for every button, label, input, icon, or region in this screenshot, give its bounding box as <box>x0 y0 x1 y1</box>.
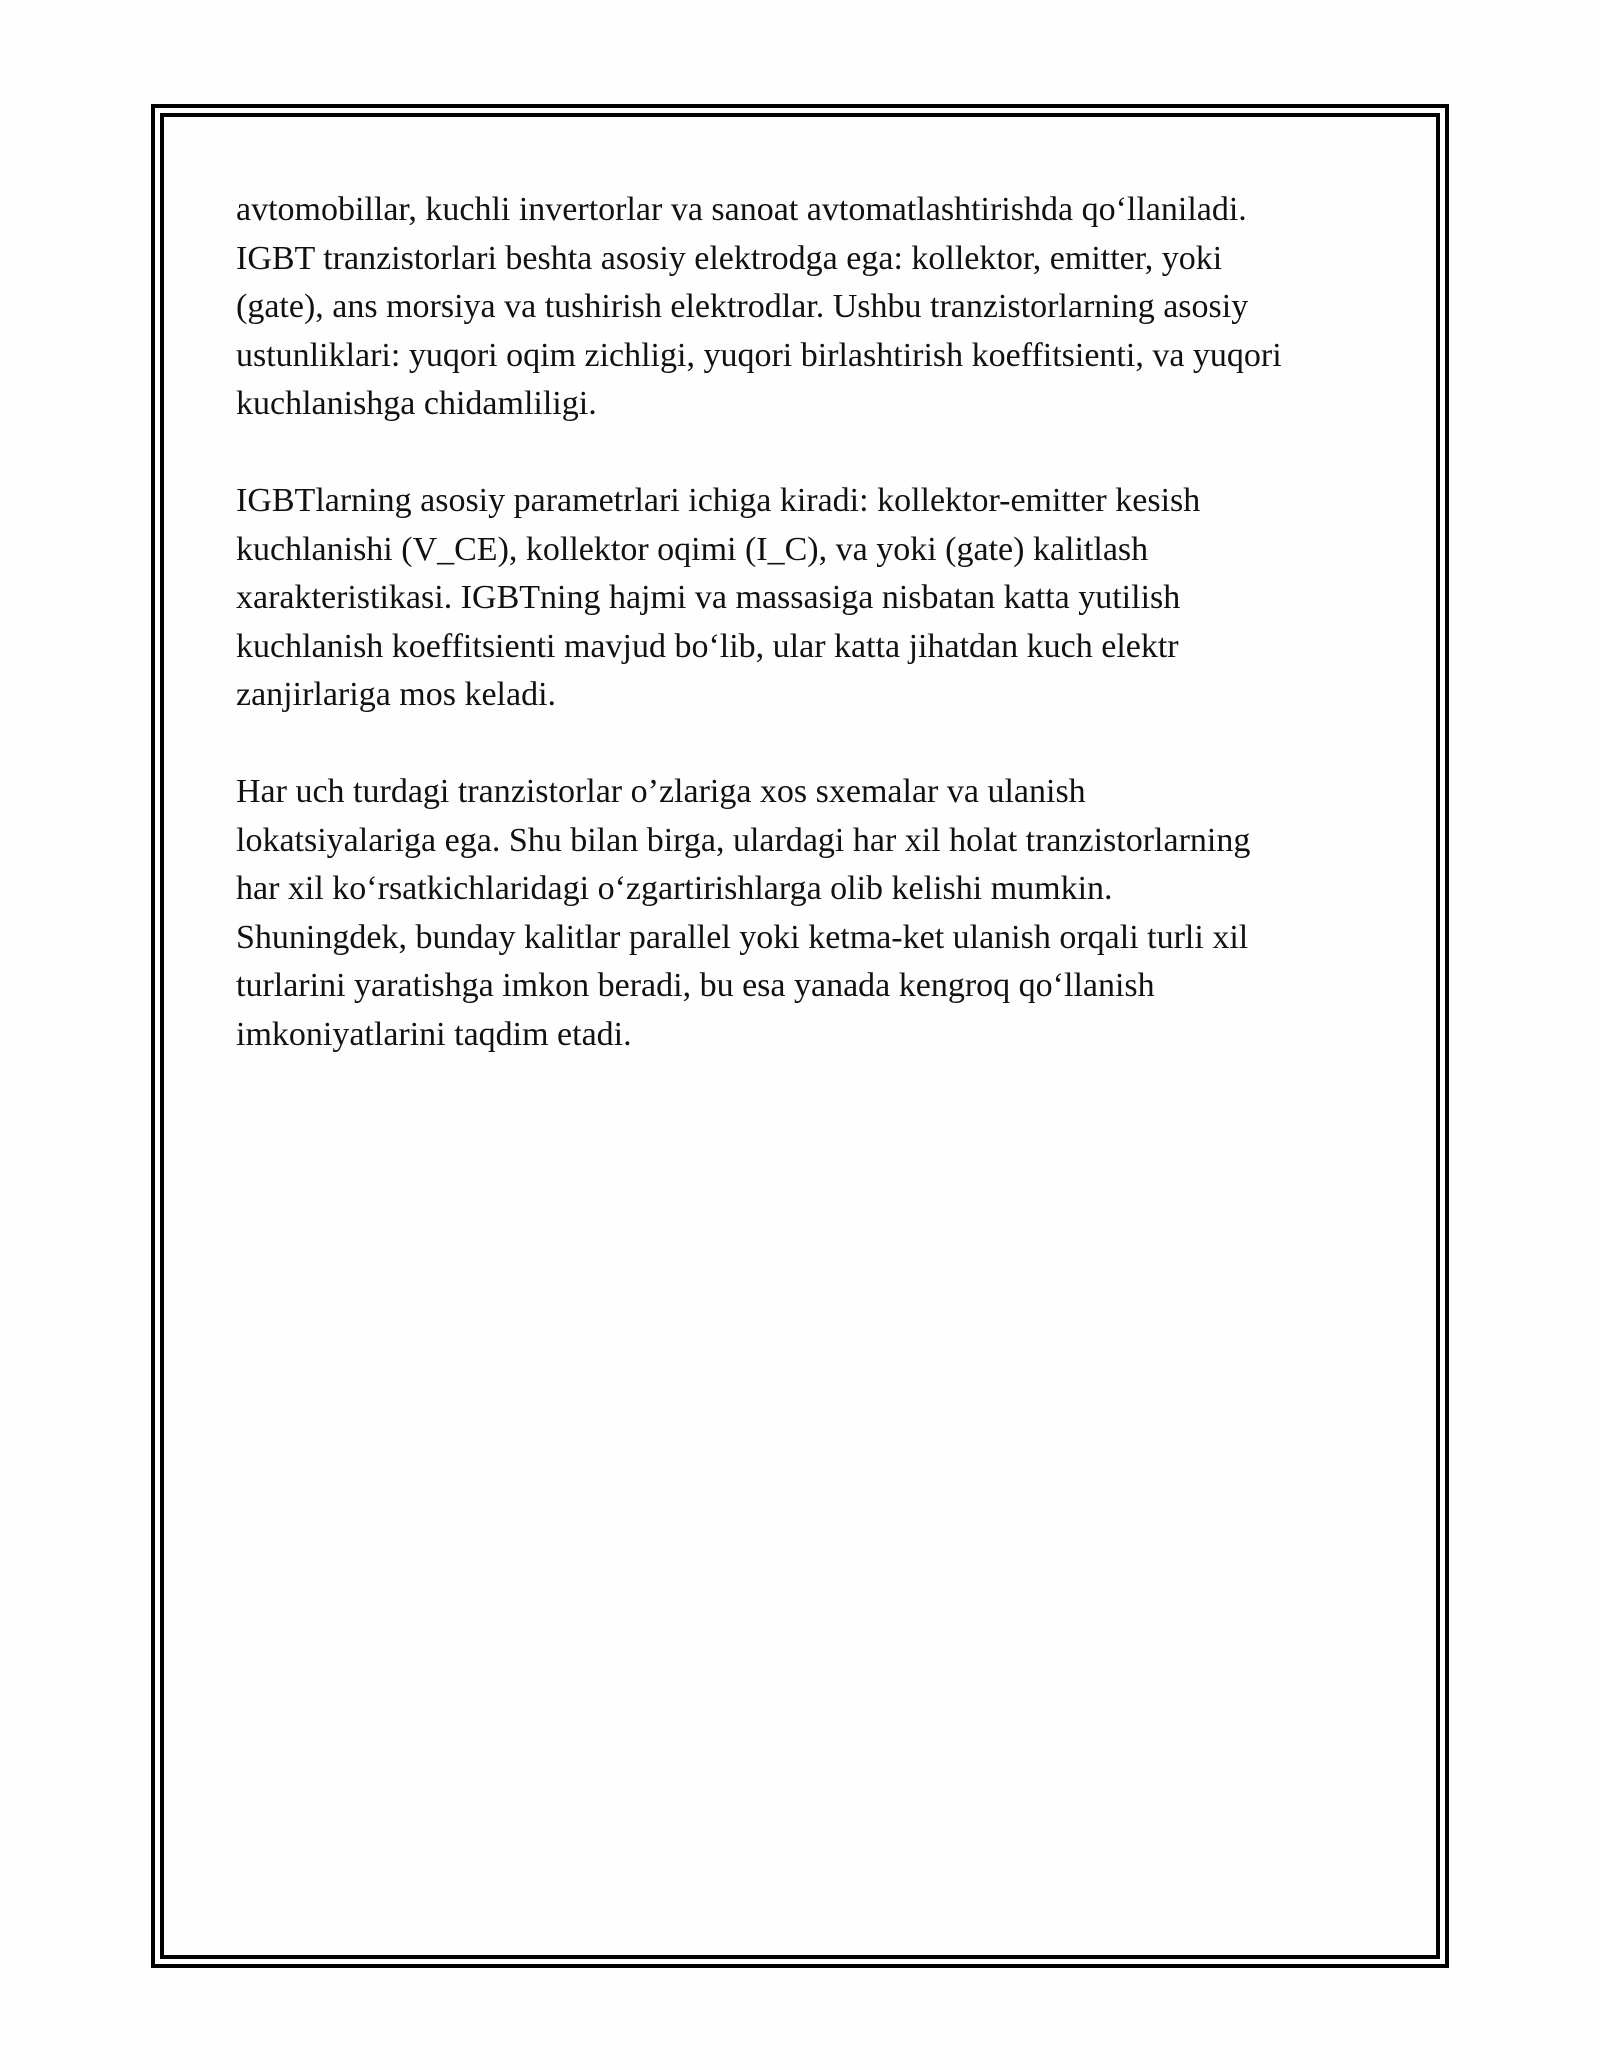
text-line: avtomobillar, kuchli invertorlar va sanoat avtomatlashtirishda qo‘llaniladi. <box>236 191 1247 228</box>
text-line: zanjirlariga mos keladi. <box>236 676 557 713</box>
document-body <box>236 186 1386 1108</box>
text-line: turlarini yaratishga imkon beradi, bu esa yanada kengroq qo‘llanish <box>236 967 1155 1004</box>
text-line: ustunliklari: yuqori oqim zichligi, yuqori birlashtirish koeffitsienti, va yuqori <box>236 336 1282 374</box>
text-line: xarakteristikasi. IGBTning hajmi va massasiga nisbatan katta yutilish <box>236 579 1181 616</box>
text-line: kuchlanish koeffitsienti mavjud bo‘lib, ular katta jihatdan kuch elektr <box>236 627 1179 665</box>
text-line: imkoniyatlarini taqdim etadi. <box>236 1015 632 1053</box>
paragraph-1 <box>236 186 1386 429</box>
text-line: lokatsiyalariga ega. Shu bilan birga, ulardagi har xil holat tranzistorlarning <box>236 821 1251 859</box>
text-line: IGBT tranzistorlari beshta asosiy elektrodga ega: kollektor, emitter, yoki <box>236 239 1223 277</box>
text-line: (gate), ans morsiya va tushirish elektrodlar. Ushbu tranzistorlarning asosiy <box>236 288 1249 325</box>
text-line: Shuningdek, bunday kalitlar parallel yoki ketma-ket ulanish orqali turli xil <box>236 918 1249 956</box>
text-line: Har uch turdagi tranzistorlar o’zlariga xos sxemalar va ulanish <box>236 773 1086 810</box>
text-line: kuchlanishi (V_CE), kollektor oqimi (I_C), va yoki (gate) kalitlash <box>236 530 1149 568</box>
text-line: IGBTlarning asosiy parametrlari ichiga kiradi: kollektor-emitter kesish <box>236 482 1201 519</box>
text-line: har xil ko‘rsatkichlaridagi o‘zgartirishlarga olib kelishi mumkin. <box>236 870 1113 907</box>
paragraph-2 <box>236 477 1386 720</box>
text-line: kuchlanishga chidamliligi. <box>236 385 597 422</box>
paragraph-3 <box>236 768 1386 1059</box>
